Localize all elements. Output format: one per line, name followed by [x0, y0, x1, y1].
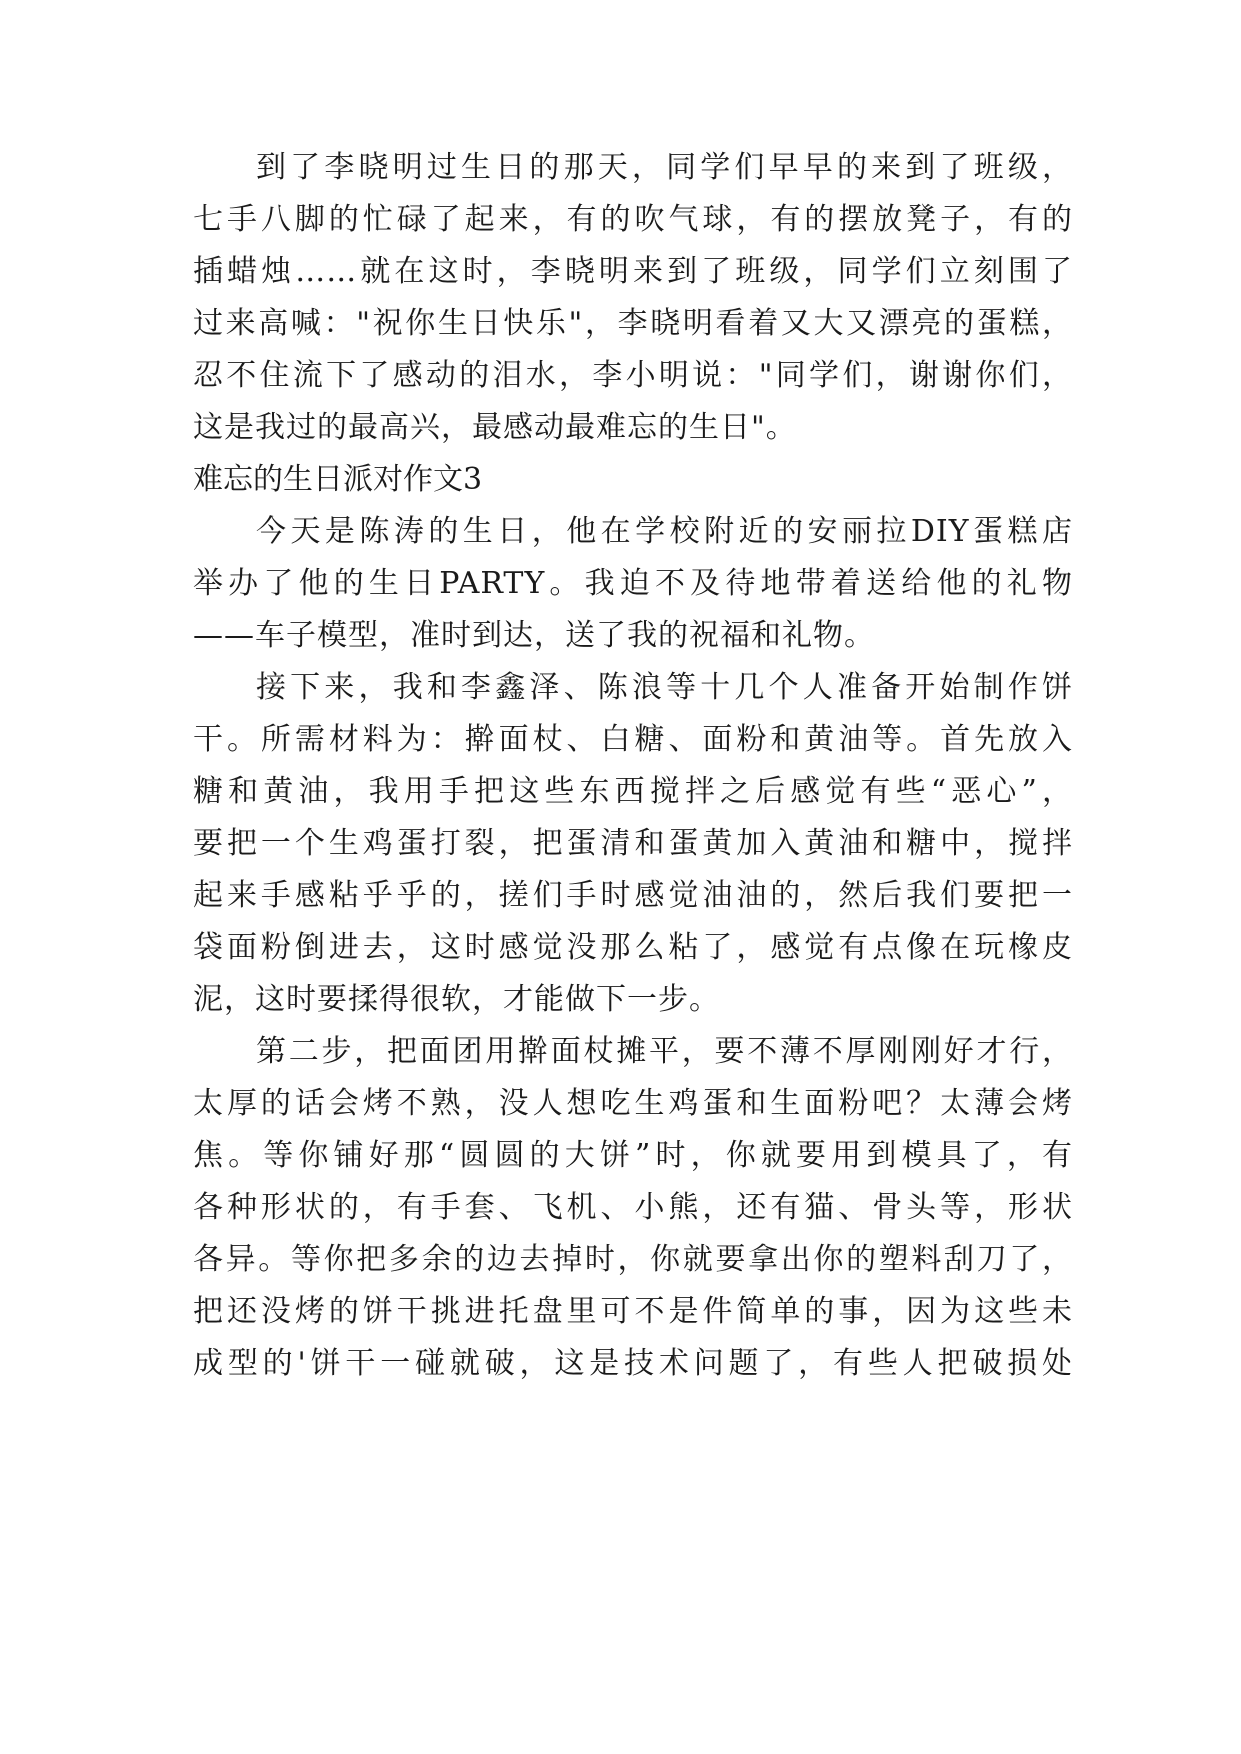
text-line: 插蜡烛……就在这时，李晓明来到了班级，同学们立刻围了: [193, 254, 1073, 289]
section-heading: 难忘的生日派对作文3: [193, 462, 483, 497]
text-line: 泥，这时要揉得很软，才能做下一步。: [193, 982, 720, 1017]
text-line: 干。所需材料为：擀面杖、白糖、面粉和黄油等。首先放入: [193, 722, 1073, 757]
text-line: 举办了他的生日PARTY。我迫不及待地带着送给他的礼物: [193, 566, 1073, 601]
text-line: ——车子模型，准时到达，送了我的祝福和礼物。: [193, 618, 875, 653]
text-line: 到了李晓明过生日的那天，同学们早早的来到了班级，: [256, 150, 1073, 185]
text-line: 第二步，把面团用擀面杖摊平，要不薄不厚刚刚好才行，: [256, 1034, 1073, 1069]
text-line: 太厚的话会烤不熟，没人想吃生鸡蛋和生面粉吧？太薄会烤: [193, 1086, 1073, 1121]
text-line: 糖和黄油，我用手把这些东西搅拌之后感觉有些“恶心”，: [193, 774, 1073, 809]
text-line: 七手八脚的忙碌了起来，有的吹气球，有的摆放凳子，有的: [193, 202, 1073, 237]
text-line: 把还没烤的饼干挑进托盘里可不是件简单的事，因为这些未: [193, 1294, 1073, 1329]
text-line: 这是我过的最高兴，最感动最难忘的生日"。: [193, 410, 797, 445]
text-line: 忍不住流下了感动的泪水，李小明说："同学们，谢谢你们，: [193, 358, 1073, 393]
text-line: 要把一个生鸡蛋打裂，把蛋清和蛋黄加入黄油和糖中，搅拌: [193, 826, 1073, 861]
text-line: 接下来，我和李鑫泽、陈浪等十几个人准备开始制作饼: [256, 670, 1073, 705]
text-line: 过来高喊："祝你生日快乐"，李晓明看着又大又漂亮的蛋糕，: [193, 306, 1073, 341]
text-line: 成型的'饼干一碰就破，这是技术问题了，有些人把破损处: [193, 1346, 1073, 1381]
text-line: 起来手感粘乎乎的，搓们手时感觉油油的，然后我们要把一: [193, 878, 1073, 913]
text-line: 袋面粉倒进去，这时感觉没那么粘了，感觉有点像在玩橡皮: [193, 930, 1073, 965]
text-line: 各种形状的，有手套、飞机、小熊，还有猫、骨头等，形状: [193, 1190, 1073, 1225]
text-line: 各异。等你把多余的边去掉时，你就要拿出你的塑料刮刀了，: [193, 1242, 1073, 1277]
text-line: 焦。等你铺好那“圆圆的大饼”时，你就要用到模具了，有: [193, 1138, 1073, 1173]
text-line: 今天是陈涛的生日，他在学校附近的安丽拉DIY蛋糕店: [256, 514, 1073, 549]
